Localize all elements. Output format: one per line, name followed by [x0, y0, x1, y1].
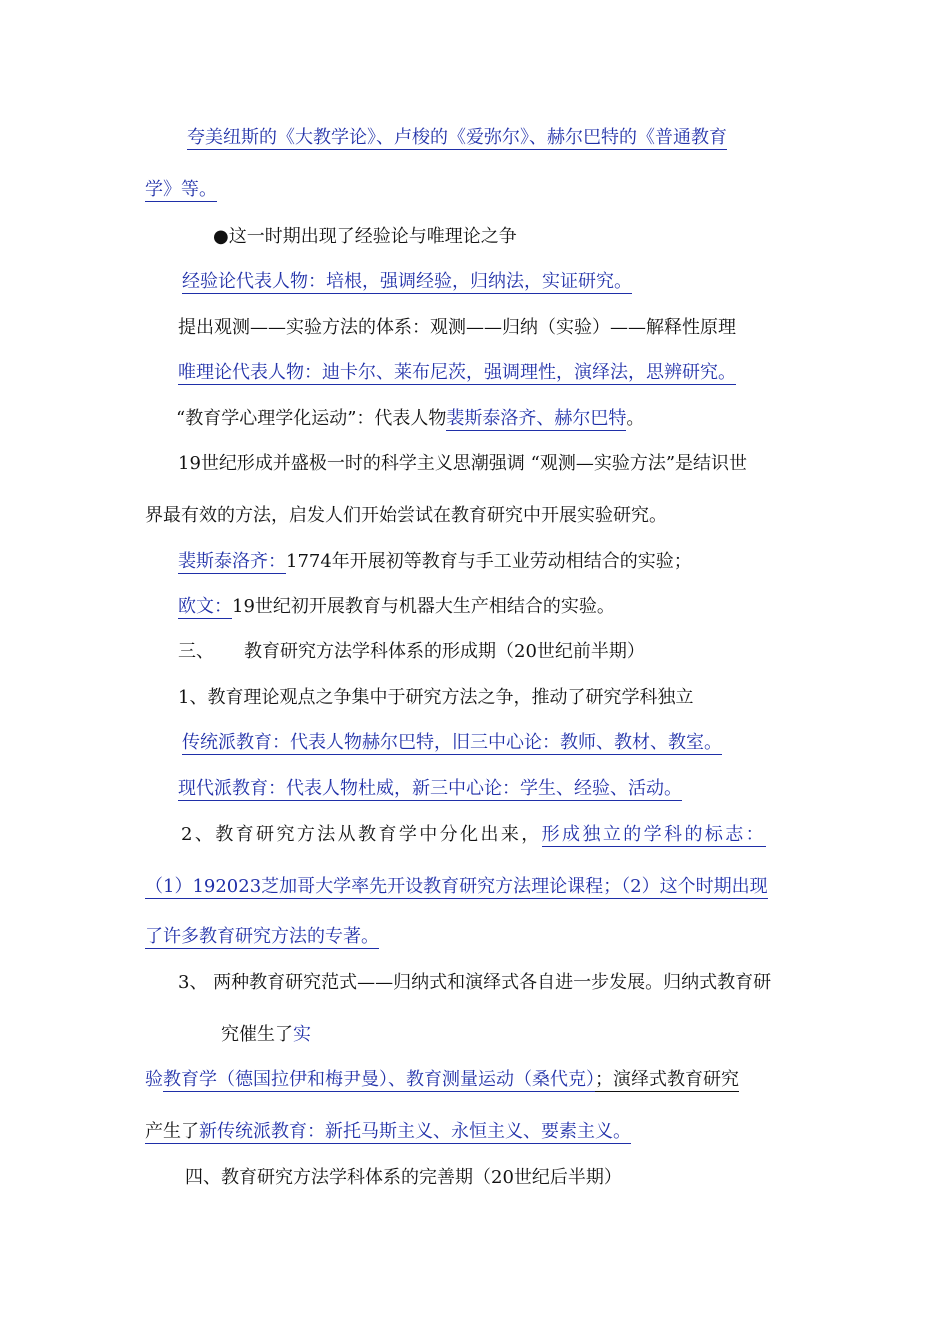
- method-system-text: 提出观测——实验方法的体系：观测——归纳（实验）——解释性原理: [178, 317, 736, 338]
- link-experimental-pedagogy[interactable]: 教育学（德国拉伊和梅尹曼）、教育测量运动（桑代克）: [163, 1069, 595, 1090]
- link-owen[interactable]: 欧文：: [178, 596, 232, 617]
- text-line: [178, 317, 736, 339]
- text-line: [187, 127, 727, 149]
- text-line: [178, 687, 693, 709]
- period-text: 。: [626, 408, 645, 429]
- text-line: [178, 778, 682, 800]
- pestalozzi-experiment-text: 1774年开展初等教育与手工业劳动相结合的实验；: [286, 551, 692, 572]
- link-experimental[interactable]: 实: [293, 1024, 311, 1045]
- link-independent-discipline[interactable]: 形成独立的学科的标志：: [541, 824, 767, 845]
- psychologization-text: “教育学心理学化运动”：代表人物: [176, 408, 447, 429]
- section-title-4: 四、教育研究方法学科体系的完善期（20世纪后半期）: [185, 1167, 622, 1188]
- text-line: [178, 362, 736, 384]
- link-experimental-cont[interactable]: 验: [145, 1069, 163, 1090]
- text-line: [178, 641, 645, 663]
- text-line: [145, 179, 217, 201]
- text-line: [145, 926, 379, 948]
- text-line: [178, 551, 692, 573]
- link-pestalozzi[interactable]: 裴斯泰洛齐：: [178, 551, 286, 572]
- section-title-3: 教育研究方法学科体系的形成期（20世纪前半期）: [244, 641, 645, 662]
- text-line: [181, 824, 766, 846]
- link-pestalozzi-herbart[interactable]: 裴斯泰洛齐、赫尔巴特: [446, 408, 627, 429]
- text-line: [178, 972, 771, 994]
- link-discipline-marks-cont[interactable]: 了许多教育研究方法的专著。: [145, 926, 379, 947]
- text-line: [221, 1024, 311, 1046]
- point-3-text-cont: 究催生了: [221, 1024, 293, 1045]
- point-3-text: 3、 两种教育研究范式——归纳式和演绎式各自进一步发展。归纳式教育研: [178, 972, 772, 993]
- link-classic-works-cont[interactable]: 学》等。: [145, 179, 217, 200]
- bullet-heading: ●这一时期出现了经验论与唯理论之争: [213, 226, 517, 247]
- link-rationalism[interactable]: 唯理论代表人物：迪卡尔、莱布尼茨，强调理性，演绎法，思辨研究。: [178, 362, 736, 383]
- link-modern-school[interactable]: 现代派教育：代表人物杜威，新三中心论：学生、经验、活动。: [178, 778, 682, 799]
- owen-experiment-text: 19世纪初开展教育与机器大生产相结合的实验。: [232, 596, 615, 617]
- link-discipline-marks[interactable]: （1）192023芝加哥大学率先开设教育研究方法理论课程；（2）这个时期出现: [145, 876, 768, 897]
- text-line: [145, 505, 667, 527]
- link-classic-works[interactable]: 夸美纽斯的《大教学论》、卢梭的《爱弥尔》、赫尔巴特的《普通教育: [187, 127, 727, 148]
- text-line: [182, 271, 632, 293]
- text-line: [176, 408, 644, 430]
- text-line: [145, 1121, 631, 1143]
- section-number-3: 三、: [178, 641, 214, 662]
- link-traditional-school[interactable]: 传统派教育：代表人物赫尔巴特，旧三中心论：教师、教材、教室。: [182, 732, 722, 753]
- link-empiricism[interactable]: 经验论代表人物：培根，强调经验，归纳法，实证研究。: [182, 271, 632, 292]
- text-line: [145, 1069, 739, 1091]
- text-line: [182, 732, 722, 754]
- text-line: [185, 1167, 622, 1189]
- text-line: [213, 226, 517, 248]
- text-line: [178, 596, 615, 618]
- link-neo-traditional[interactable]: 新传统派教育：新托马斯主义、永恒主义、要素主义。: [199, 1121, 631, 1142]
- scientism-text-cont: 界最有效的方法，启发人们开始尝试在教育研究中开展实验研究。: [145, 505, 667, 526]
- point-2-text: 2、教育研究方法从教育学中分化出来，: [181, 824, 542, 845]
- link-deductive-research: ；演绎式教育研究: [595, 1069, 739, 1090]
- produced-text: 产生了: [145, 1121, 199, 1142]
- text-line: [145, 876, 768, 898]
- point-1-text: 1、教育理论观点之争集中于研究方法之争，推动了研究学科独立: [178, 687, 694, 708]
- text-line: [178, 453, 747, 475]
- scientism-text: 19世纪形成并盛极一时的科学主义思潮强调 “观测—实验方法”是结识世: [178, 453, 748, 474]
